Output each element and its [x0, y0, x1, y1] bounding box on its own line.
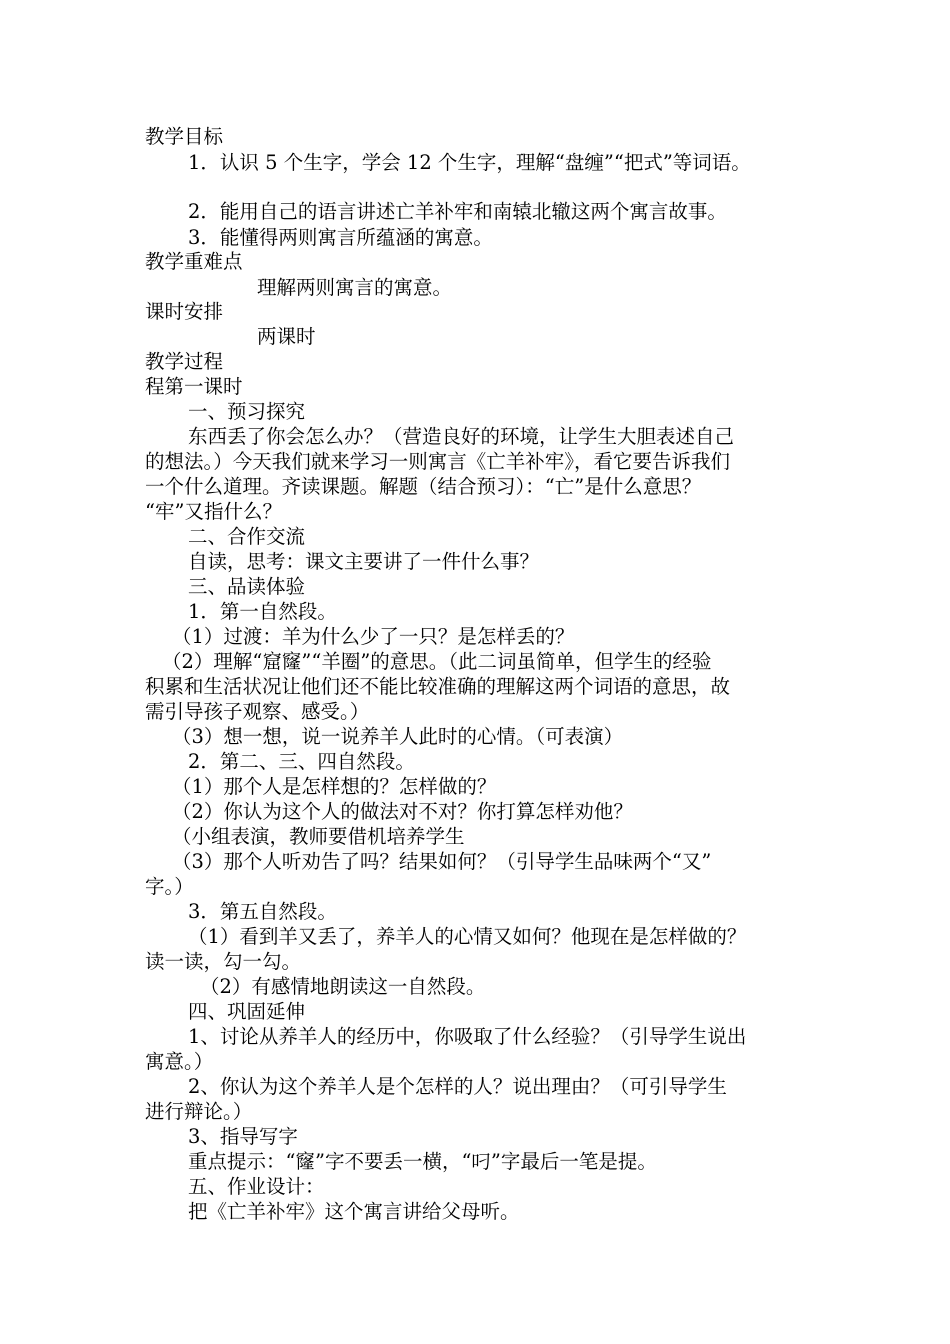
schedule-heading: 课时安排 — [145, 300, 224, 323]
section-3-heading: 三、品读体验 — [188, 575, 306, 598]
paragraph-line: 字。） — [145, 875, 194, 898]
list-item: （1）看到羊又丢了，养羊人的心情又如何？他现在是怎样做的？ — [188, 925, 747, 948]
goal-1: 1．认识 5 个生字，学会 12 个生字，理解“盘缠”“把式”等词语。 — [188, 151, 751, 174]
paragraph-line: 东西丢了你会怎么办？（营造良好的环境，让学生大胆表述自己 — [188, 425, 735, 448]
list-item: （3）想一想，说一说养羊人此时的心情。（可表演） — [172, 725, 624, 748]
list-item: 1、讨论从养羊人的经历中，你吸取了什么经验？（引导学生说出 — [188, 1025, 747, 1048]
paragraph-line: 的想法。）今天我们就来学习一则寓言《亡羊补牢》，看它要告诉我们 — [145, 450, 731, 473]
process-heading: 教学过程 — [145, 350, 224, 373]
paragraph-line: “牢”又指什么？ — [145, 500, 282, 523]
paragraph-line: 需引导孩子观察、感受。） — [145, 700, 370, 723]
key-points-heading: 教学重难点 — [145, 250, 243, 273]
paragraph-line: 一个什么道理。齐读课题。解题（结合预习）：“亡”是什么意思？ — [145, 475, 702, 498]
paragraph-line: 把《亡羊补牢》这个寓言讲给父母听。 — [188, 1200, 520, 1223]
list-item: （1）过渡：羊为什么少了一只？是怎样丢的？ — [172, 625, 575, 648]
section-1-heading: 一、预习探究 — [188, 400, 306, 423]
list-item: （3）那个人听劝告了吗？结果如何？（引导学生品味两个“又” — [172, 850, 712, 873]
schedule-text: 两课时 — [257, 325, 316, 348]
list-item: （2）理解“窟窿”“羊圈”的意思。（此二词虽简单，但学生的经验 — [162, 650, 712, 673]
paragraph-line: 寓意。） — [145, 1050, 214, 1073]
section-5-heading: 五、作业设计： — [188, 1175, 325, 1198]
goal-2: 2．能用自己的语言讲述亡羊补牢和南辕北辙这两个寓言故事。 — [188, 200, 727, 223]
key-points-text: 理解两则寓言的寓意。 — [257, 276, 453, 299]
list-item: 2、你认为这个养羊人是个怎样的人？说出理由？（可引导学生 — [188, 1075, 727, 1098]
paragraph-line: 积累和生活状况让他们还不能比较准确的理解这两个词语的意思，故 — [145, 675, 731, 698]
paragraph-line: 进行辩论。） — [145, 1100, 253, 1123]
list-item: （2）你认为这个人的做法对不对？你打算怎样劝他？ — [172, 800, 633, 823]
paragraph-line: 重点提示：“窿”字不要丢一横，“叼”字最后一笔是提。 — [188, 1150, 657, 1173]
list-item: 1．第一自然段。 — [188, 600, 337, 623]
goal-3: 3．能懂得两则寓言所蕴涵的寓意。 — [188, 226, 493, 249]
list-item: 2．第二、三、四自然段。 — [188, 750, 415, 773]
paragraph-line: 读一读，勾一勾。 — [145, 950, 302, 973]
section-2-heading: 二、合作交流 — [188, 525, 306, 548]
list-item: 3．第五自然段。 — [188, 900, 337, 923]
paragraph-line: 自读，思考：课文主要讲了一件什么事？ — [188, 550, 540, 573]
list-item: （1）那个人是怎样想的？怎样做的？ — [172, 775, 497, 798]
list-item: 3、指导写字 — [188, 1125, 298, 1148]
lesson-1-heading: 程第一课时 — [145, 375, 243, 398]
section-4-heading: 四、巩固延伸 — [188, 1000, 306, 1023]
goals-heading: 教学目标 — [145, 125, 224, 148]
list-item: （小组表演，教师要借机培养学生 — [172, 825, 465, 848]
list-item: （2）有感情地朗读这一自然段。 — [200, 975, 486, 998]
